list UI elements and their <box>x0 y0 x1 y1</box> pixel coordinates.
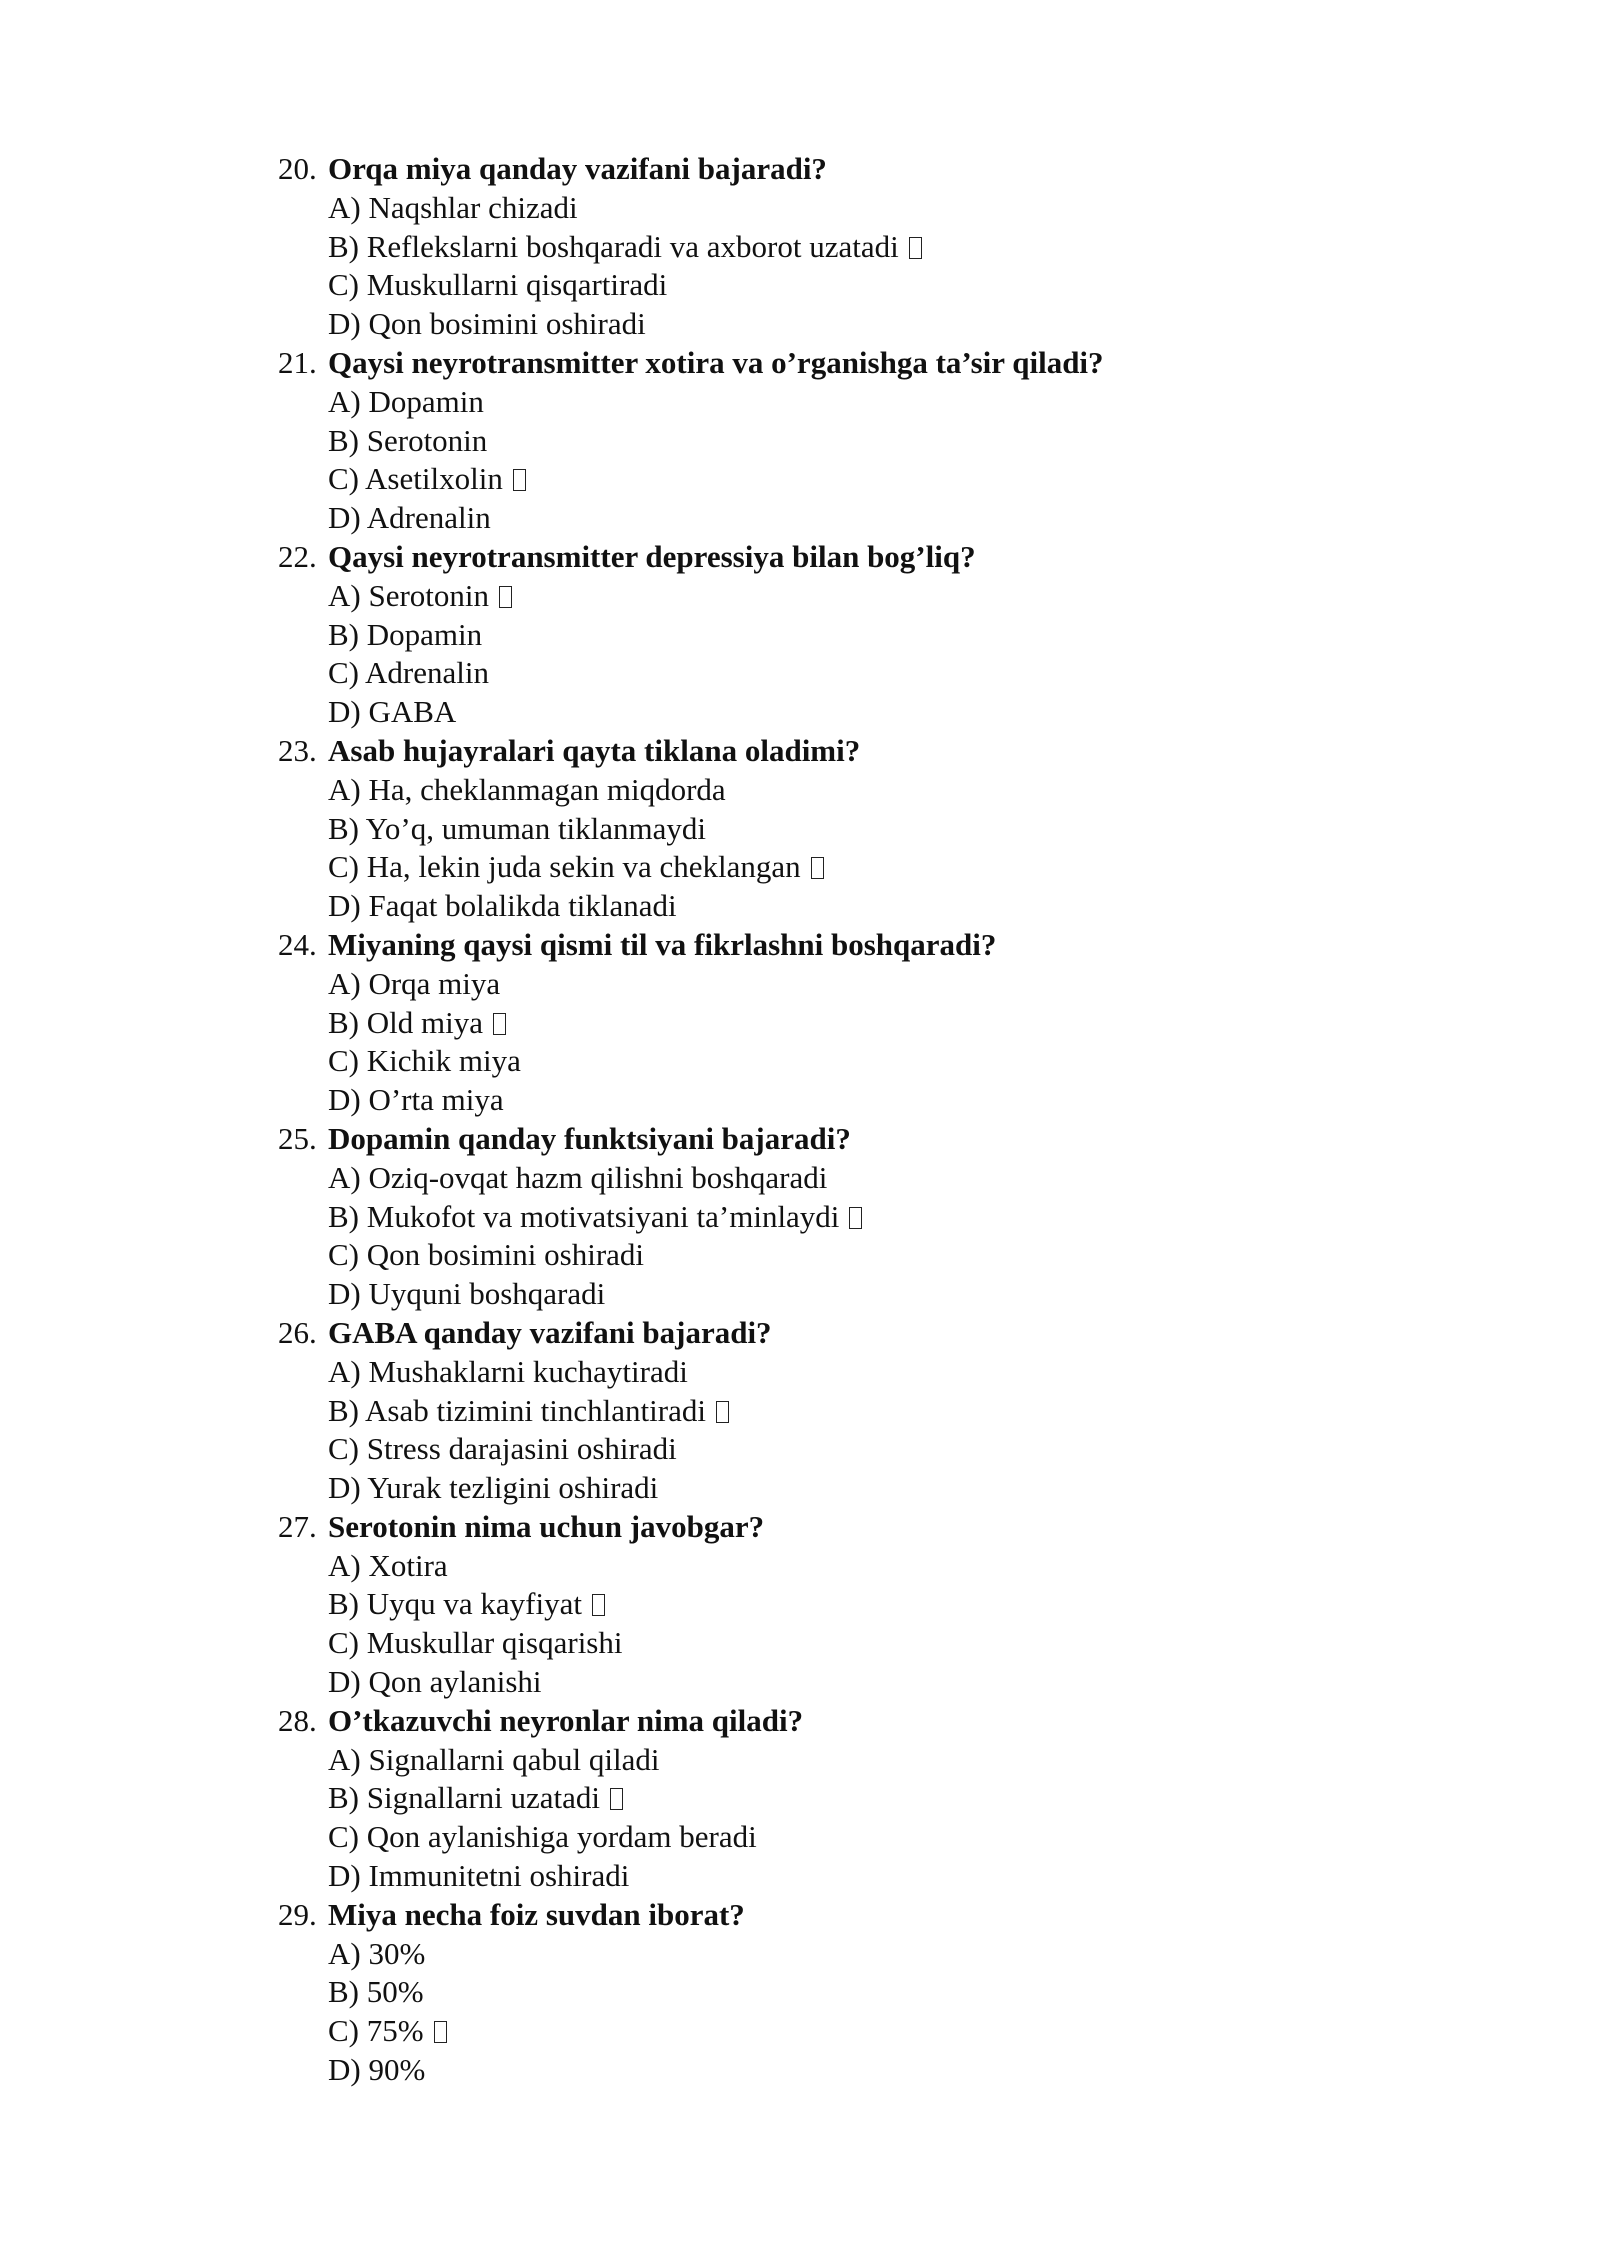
answer-option <box>278 848 1378 887</box>
correct-answer-mark-icon <box>849 1207 862 1229</box>
answer-option-text: B) Reflekslarni boshqaradi va axborot uzatadi <box>328 228 899 264</box>
question-number: 29. <box>278 1896 317 1932</box>
answer-option <box>278 189 1378 228</box>
answer-option <box>278 1469 1378 1508</box>
correct-answer-mark-icon <box>499 586 512 608</box>
answer-option-text: D) Qon aylanishi <box>328 1664 542 1700</box>
question-number: 27. <box>278 1508 317 1544</box>
answer-option <box>278 693 1378 732</box>
answer-option-text: C) Qon bosimini oshiradi <box>328 1237 645 1273</box>
answer-option-text: B) Serotonin <box>328 422 488 458</box>
answer-option-text: C) Qon aylanishiga yordam beradi <box>328 1819 757 1855</box>
answer-option <box>278 1973 1378 2012</box>
answer-option-text: B) Yo’q, umuman tiklanmaydi <box>328 810 707 846</box>
question-block <box>278 1314 1378 1508</box>
question-list <box>278 150 1378 2090</box>
answer-option-text: D) Faqat bolalikda tiklanadi <box>328 888 677 924</box>
answer-option-text: D) O’rta miya <box>328 1082 504 1118</box>
answer-option <box>278 1275 1378 1314</box>
answer-option-text: A) 30% <box>328 1935 426 1971</box>
answer-option-text: A) Oziq-ovqat hazm qilishni boshqaradi <box>328 1159 828 1195</box>
answer-option-text: B) Old miya <box>328 1004 483 1040</box>
answer-option-text: B) Dopamin <box>328 616 483 652</box>
answer-option <box>278 1585 1378 1624</box>
answer-option <box>278 887 1378 926</box>
answer-option-text: C) Ha, lekin juda sekin va cheklangan <box>328 849 801 885</box>
answer-option-text: C) Kichik miya <box>328 1043 521 1079</box>
answer-option-text: A) Serotonin <box>328 577 490 613</box>
answer-option <box>278 2051 1378 2090</box>
answer-option <box>278 1430 1378 1469</box>
question-block <box>278 926 1378 1120</box>
question-text: Asab hujayralari qayta tiklana oladimi? <box>328 732 861 768</box>
answer-option <box>278 1353 1378 1392</box>
answer-option-text: C) Muskullarni qisqartiradi <box>328 267 668 303</box>
question-line <box>278 1702 1378 1741</box>
correct-answer-mark-icon <box>434 2021 447 2043</box>
answer-option-text: B) Asab tizimini tinchlantiradi <box>328 1392 706 1428</box>
question-text: Orqa miya qanday vazifani bajaradi? <box>328 151 827 186</box>
answer-option-text: A) Orqa miya <box>328 965 501 1001</box>
question-text: Miyaning qaysi qismi til va fikrlashni boshqaradi? <box>328 926 997 962</box>
answer-option <box>278 228 1378 267</box>
answer-option <box>278 965 1378 1004</box>
answer-option <box>278 1198 1378 1237</box>
answer-option-text: B) Mukofot va motivatsiyani ta’minlaydi <box>328 1198 840 1234</box>
correct-answer-mark-icon <box>716 1401 729 1423</box>
answer-option <box>278 1818 1378 1857</box>
answer-option-text: D) Adrenalin <box>328 500 491 536</box>
question-line <box>278 926 1378 965</box>
answer-option <box>278 1081 1378 1120</box>
question-number: 21. <box>278 344 317 380</box>
answer-option <box>278 1236 1378 1275</box>
answer-option-text: D) GABA <box>328 694 457 730</box>
answer-option-text: C) 75% <box>328 2013 424 2049</box>
answer-option <box>278 305 1378 344</box>
question-text: Miya necha foiz suvdan iborat? <box>328 1896 745 1932</box>
answer-option-text: D) Immunitetni oshiradi <box>328 1858 630 1894</box>
answer-option-text: D) Qon bosimini oshiradi <box>328 306 646 342</box>
answer-option <box>278 1779 1378 1818</box>
correct-answer-mark-icon <box>592 1594 605 1616</box>
answer-option-text: B) Uyqu va kayfiyat <box>328 1586 582 1622</box>
question-line <box>278 1896 1378 1935</box>
answer-option-text: A) Xotira <box>328 1547 448 1583</box>
answer-option <box>278 1159 1378 1198</box>
correct-answer-mark-icon <box>909 237 922 259</box>
question-text: Qaysi neyrotransmitter xotira va o’rganishga ta’sir qiladi? <box>328 344 1104 380</box>
question-block <box>278 538 1378 732</box>
answer-option <box>278 654 1378 693</box>
question-number: 24. <box>278 926 317 962</box>
answer-option <box>278 383 1378 422</box>
answer-option <box>278 1857 1378 1896</box>
question-number: 22. <box>278 538 317 574</box>
answer-option-text: D) Uyquni boshqaradi <box>328 1276 606 1312</box>
answer-option <box>278 2012 1378 2051</box>
correct-answer-mark-icon <box>493 1013 506 1035</box>
answer-option <box>278 616 1378 655</box>
answer-option <box>278 266 1378 305</box>
question-line <box>278 1508 1378 1547</box>
question-block <box>278 1702 1378 1896</box>
question-block <box>278 732 1378 926</box>
answer-option <box>278 577 1378 616</box>
answer-option-text: C) Adrenalin <box>328 655 489 691</box>
answer-option <box>278 1624 1378 1663</box>
answer-option <box>278 1004 1378 1043</box>
question-line <box>278 344 1378 383</box>
answer-option-text: D) 90% <box>328 2052 426 2088</box>
question-text: O’tkazuvchi neyronlar nima qiladi? <box>328 1702 804 1738</box>
question-block <box>278 1508 1378 1702</box>
question-number: 23. <box>278 732 317 768</box>
answer-option-text: B) 50% <box>328 1974 424 2010</box>
answer-option-text: C) Stress darajasini oshiradi <box>328 1431 677 1467</box>
question-number: 26. <box>278 1314 317 1350</box>
answer-option <box>278 1392 1378 1431</box>
answer-option-text: C) Muskullar qisqarishi <box>328 1625 623 1661</box>
answer-option-text: D) Yurak tezligini oshiradi <box>328 1470 659 1506</box>
answer-option <box>278 1042 1378 1081</box>
answer-option-text: A) Ha, cheklanmagan miqdorda <box>328 771 726 807</box>
question-number: 20. <box>278 151 317 186</box>
answer-option <box>278 460 1378 499</box>
answer-option-text: A) Dopamin <box>328 383 484 419</box>
question-line <box>278 732 1378 771</box>
question-text: GABA qanday vazifani bajaradi? <box>328 1314 772 1350</box>
question-line <box>278 150 1378 189</box>
question-block <box>278 1120 1378 1314</box>
answer-option-text: A) Naqshlar chizadi <box>328 189 578 225</box>
question-text: Qaysi neyrotransmitter depressiya bilan bog’liq? <box>328 538 976 574</box>
question-text: Dopamin qanday funktsiyani bajaradi? <box>328 1120 851 1156</box>
answer-option-text: A) Mushaklarni kuchaytiradi <box>328 1353 688 1389</box>
answer-option <box>278 1663 1378 1702</box>
question-block <box>278 1896 1378 2090</box>
question-block <box>278 344 1378 538</box>
question-text: Serotonin nima uchun javobgar? <box>328 1508 765 1544</box>
question-line <box>278 538 1378 577</box>
answer-option <box>278 810 1378 849</box>
correct-answer-mark-icon <box>610 1788 623 1810</box>
answer-option <box>278 1935 1378 1974</box>
correct-answer-mark-icon <box>513 469 526 491</box>
answer-option <box>278 1547 1378 1586</box>
question-number: 28. <box>278 1702 317 1738</box>
answer-option-text: B) Signallarni uzatadi <box>328 1780 601 1816</box>
answer-option <box>278 1741 1378 1780</box>
question-block <box>278 150 1378 344</box>
answer-option <box>278 771 1378 810</box>
answer-option <box>278 422 1378 461</box>
question-line <box>278 1314 1378 1353</box>
correct-answer-mark-icon <box>811 857 824 879</box>
answer-option <box>278 499 1378 538</box>
question-number: 25. <box>278 1120 317 1156</box>
answer-option-text: A) Signallarni qabul qiladi <box>328 1741 660 1777</box>
question-line <box>278 1120 1378 1159</box>
answer-option-text: C) Asetilxolin <box>328 461 503 497</box>
